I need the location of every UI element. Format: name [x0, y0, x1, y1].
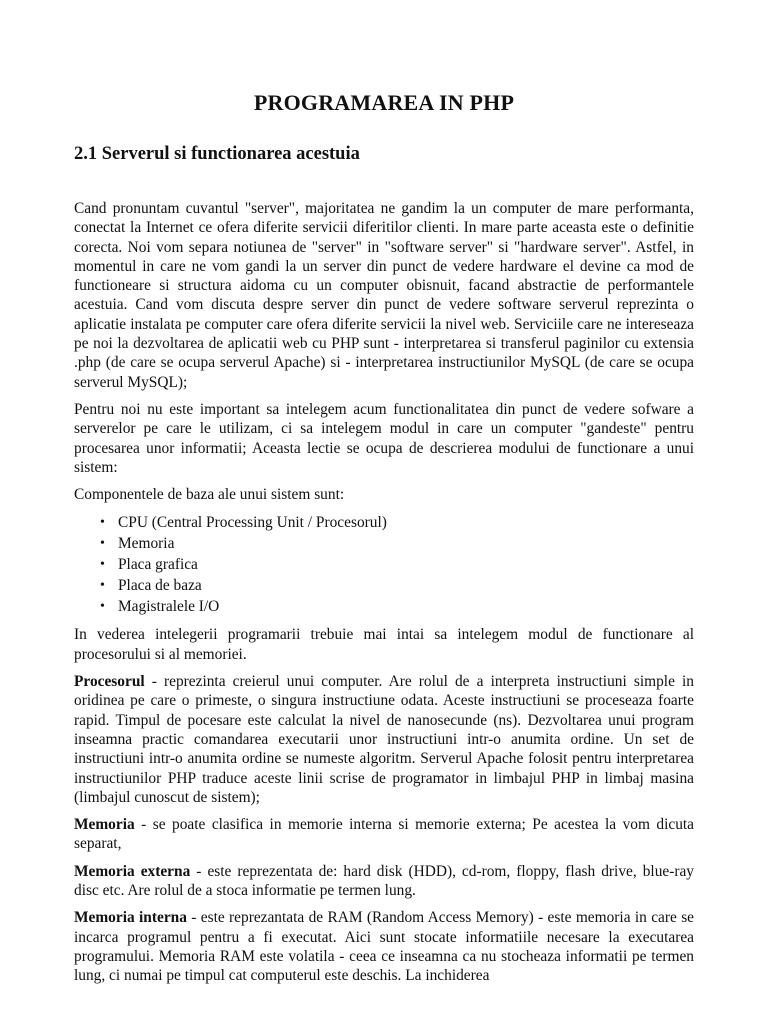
components-list — [74, 512, 694, 617]
list-item — [100, 512, 694, 533]
text-memoria-interna: - este reprezantata de RAM (Random Access Memory) - este memoria in care se incarca programul pentru a fi executat. Aici sunt stocate informatiile necesare la executarea programului. Memoria RAM este volatila - ceea ce inseamna ca nu stocheaza informatii pe termen lung, ci numai pe timpul cat computerul este deschis. La inchiderea — [74, 909, 695, 985]
term-memoria-externa: Memoria externa — [74, 862, 191, 880]
list-item — [100, 554, 694, 575]
list-item-text: Placa grafica — [118, 556, 198, 574]
list-item — [100, 533, 694, 554]
paragraph-server-understanding: Pentru noi nu este important sa intelegem acum functionalitatea din punct de vedere sofware a serverelor pe care le utilizam, ci sa intelegem modul in care un computer "gandeste" pentru procesarea unor informatii; Aceasta lectie se ocupa de descrierea modului de functionare a unui sistem: — [74, 400, 694, 476]
document-title: PROGRAMAREA IN PHP — [253, 90, 515, 115]
term-memoria: Memoria — [74, 816, 135, 834]
paragraph-memoria — [74, 815, 694, 854]
list-item-text: Memoria — [118, 535, 175, 553]
list-item-text: CPU (Central Processing Unit / Procesorul) — [118, 514, 387, 532]
list-item — [100, 596, 694, 617]
document-body — [74, 199, 694, 994]
paragraph-memoria-externa — [74, 862, 694, 901]
term-procesorul: Procesorul — [74, 673, 145, 691]
text-memoria-externa: - este reprezentata de: hard disk (HDD), cd-rom, floppy, flash drive, blue-ray disc etc. Are rolul de a stoca informatie pe termen lung. — [74, 862, 695, 900]
term-memoria-interna: Memoria interna — [74, 909, 187, 927]
paragraph-procesorul — [74, 672, 694, 807]
bullet-icon: • — [100, 578, 105, 594]
list-item-text: Placa de baza — [118, 577, 202, 595]
bullet-icon: • — [100, 557, 105, 573]
text-procesorul: - reprezinta creierul unui computer. Are rolul de a interpreta instructiuni simple in oridinea pe care o primeste, o singura instructiune odata. Aceste instructiuni se proceseaza foarte rapid. Timpul de pocesare este calculat la nivel de nanosecunde (ns). Dezvoltarea unui program inseamna practic comandarea executarii unor instructiuni intr-o anumita ordine. Un set de instructiuni intr-o anumita ordine se numeste algoritm. Serverul Apache folosit pentru interpretarea instructiunilor PHP traduce aceste linii scrise de programator in limbajul PHP in limbaj masina (limbajul cunoscut de sistem); — [74, 673, 694, 806]
paragraph-components-intro: Componentele de baza ale unui sistem sunt: — [74, 486, 345, 504]
list-item-text: Magistralele I/O — [118, 598, 220, 616]
list-item — [100, 575, 694, 596]
text-memoria: - se poate clasifica in memorie interna si memorie externa; Pe acestea la vom dicuta separat, — [74, 816, 694, 853]
paragraph-programming-intro: In vederea intelegerii programarii trebuie mai intai sa intelegem modul de functionare al procesorului si al memoriei. — [74, 626, 694, 663]
bullet-icon: • — [100, 599, 105, 615]
paragraph-memoria-interna — [74, 908, 694, 985]
paragraph-server-definition: Cand pronuntam cuvantul "server", majoritatea ne gandim la un computer de mare performanta, conectat la Internet ce ofera diferite servicii diferitilor clienti. In mare parte aceasta este o definitie corecta. Noi vom separa notiunea de "server" in "software server" si "hardware server". Astfel, in momentul in care ne vom gandi la un server din punct de vedere hardware el devine ca mod de functioneare si structura aidoma cu un computer obisnuit, facand abstractie de performantele acestuia. Cand vom discuta despre server din punct de vedere software serverul reprezinta o aplicatie instalata pe computer care ofera diferite servicii la nivel web. Serviciile care ne intereseaza pe noi la dezvoltarea de aplicatii web cu PHP sunt - interpretarea si transferul paginilor cu extensia .php (de care se ocupa serverul Apache) si - interpretarea instructiunilor MySQL (de care se ocupa serverul MySQL); — [74, 200, 694, 391]
bullet-icon: • — [100, 536, 105, 552]
section-heading: 2.1 Serverul si functionarea acestuia — [74, 144, 360, 164]
bullet-icon: • — [100, 515, 105, 531]
